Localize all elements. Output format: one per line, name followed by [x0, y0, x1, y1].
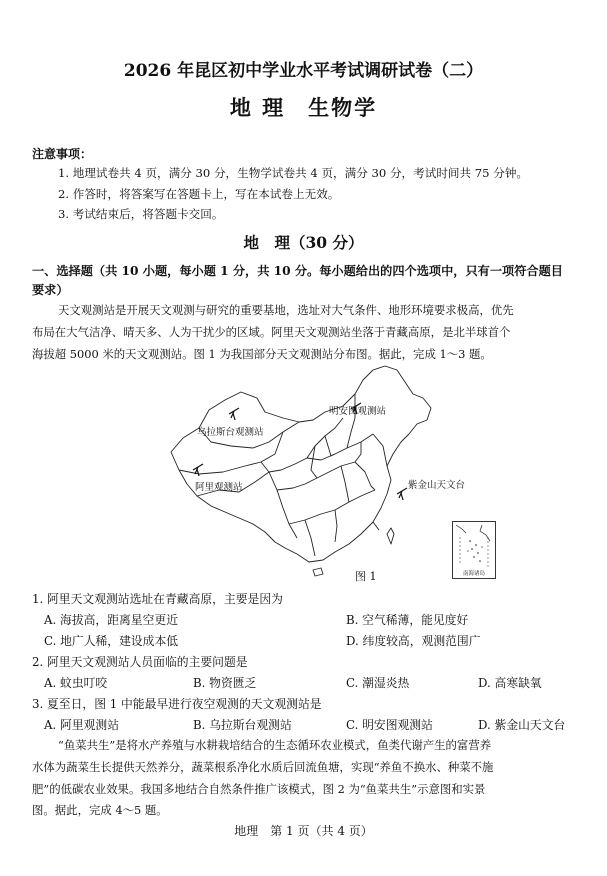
option-b: B. 物资匮乏	[193, 676, 257, 690]
passage-line: 布局在大气洁净、晴天多、人为干扰少的区域。阿里天文观测站坐落于青藏高原，是北半球首个	[32, 325, 511, 339]
option-c: C. 地广人稀，建设成本低	[44, 634, 179, 648]
passage-line: 天文观测站是开展天文观测与研究的重要基地，选址对大气条件、地形环境要求极高，优先	[58, 303, 514, 317]
option-d: D. 紫金山天文台	[478, 718, 566, 732]
page-title: 2026 年昆区初中学业水平考试调研试卷（二）	[123, 61, 484, 81]
figure-caption: 图 1	[355, 570, 377, 583]
section-instructions-cont: 要求）	[32, 283, 69, 297]
taiwan-island	[387, 528, 394, 544]
label-zijinshan: 紫金山天文台	[408, 480, 466, 491]
passage-line: “鱼菜共生”是将水产养殖与水耕栽培结合的生态循环农业模式，鱼类代谢产生的富营养	[58, 738, 492, 752]
hainan-island	[313, 568, 323, 576]
option-c: C. 潮湿炎热	[346, 676, 410, 690]
passage-line: 肥”的低碳农业效果。我国多地结合自然条件推广该模式，图 2 为“鱼菜共生”示意图和实景	[32, 782, 486, 796]
label-mingantu: 明安图观测站	[329, 406, 387, 417]
subject-title: 地 理 生物学	[229, 95, 378, 120]
notice-item: 3. 考试结束后，将答题卡交回。	[58, 207, 224, 221]
option-c: C. 明安图观测站	[346, 718, 433, 732]
notice-item: 1. 地理试卷共 4 页，满分 30 分，生物学试卷共 4 页，满分 30 分，考试时间共 75 分钟。	[58, 166, 529, 180]
label-ali: 阿里观测站	[195, 482, 243, 493]
notice-item: 2. 作答时，将答案写在答题卡上，写在本试卷上无效。	[58, 187, 340, 201]
south-china-sea-inset	[452, 521, 496, 579]
option-a: A. 海拔高，距离星空更近	[44, 613, 178, 627]
page-footer: 地理 第 1 页（共 4 页）	[234, 824, 373, 838]
option-d: D. 纬度较高，观测范围广	[346, 634, 481, 648]
section-instructions: 一、选择题（共 10 小题，每小题 1 分，共 10 分。每小题给出的四个选项中，只有一项符合题目	[32, 264, 563, 278]
inset-label: 南海诸岛	[462, 571, 486, 577]
option-d: D. 高寒缺氧	[478, 676, 542, 690]
section-title: 地 理（30 分）	[243, 233, 364, 252]
option-a: A. 蚊虫叮咬	[44, 676, 108, 690]
label-wulasitai: 乌拉斯台观测站	[197, 427, 264, 438]
question-stem: 2. 阿里天文观测站人员面临的主要问题是	[32, 655, 248, 669]
question-stem: 1. 阿里天文观测站选址在青藏高原，主要是因为	[32, 592, 283, 606]
question-stem: 3. 夏至日，图 1 中能最早进行夜空观测的天文观测站是	[32, 697, 322, 711]
station-marker	[229, 408, 239, 420]
passage-line: 水体为蔬菜生长提供天然养分，蔬菜根系净化水质后回流鱼塘，实现“养鱼不换水、种菜不施	[32, 760, 494, 774]
china-outline	[171, 366, 431, 562]
option-a: A. 阿里观测站	[44, 718, 120, 732]
passage-line: 海拔超 5000 米的天文观测站。图 1 为我国部分天文观测站分布图。据此，完成 1～3 题。	[32, 347, 492, 361]
notice-heading: 注意事项：	[32, 147, 93, 161]
china-map-figure	[165, 362, 466, 584]
option-b: B. 空气稀薄，能见度好	[346, 613, 469, 627]
passage-line: 图。据此，完成 4～5 题。	[32, 803, 168, 817]
station-marker	[397, 488, 407, 500]
option-b: B. 乌拉斯台观测站	[193, 718, 292, 732]
